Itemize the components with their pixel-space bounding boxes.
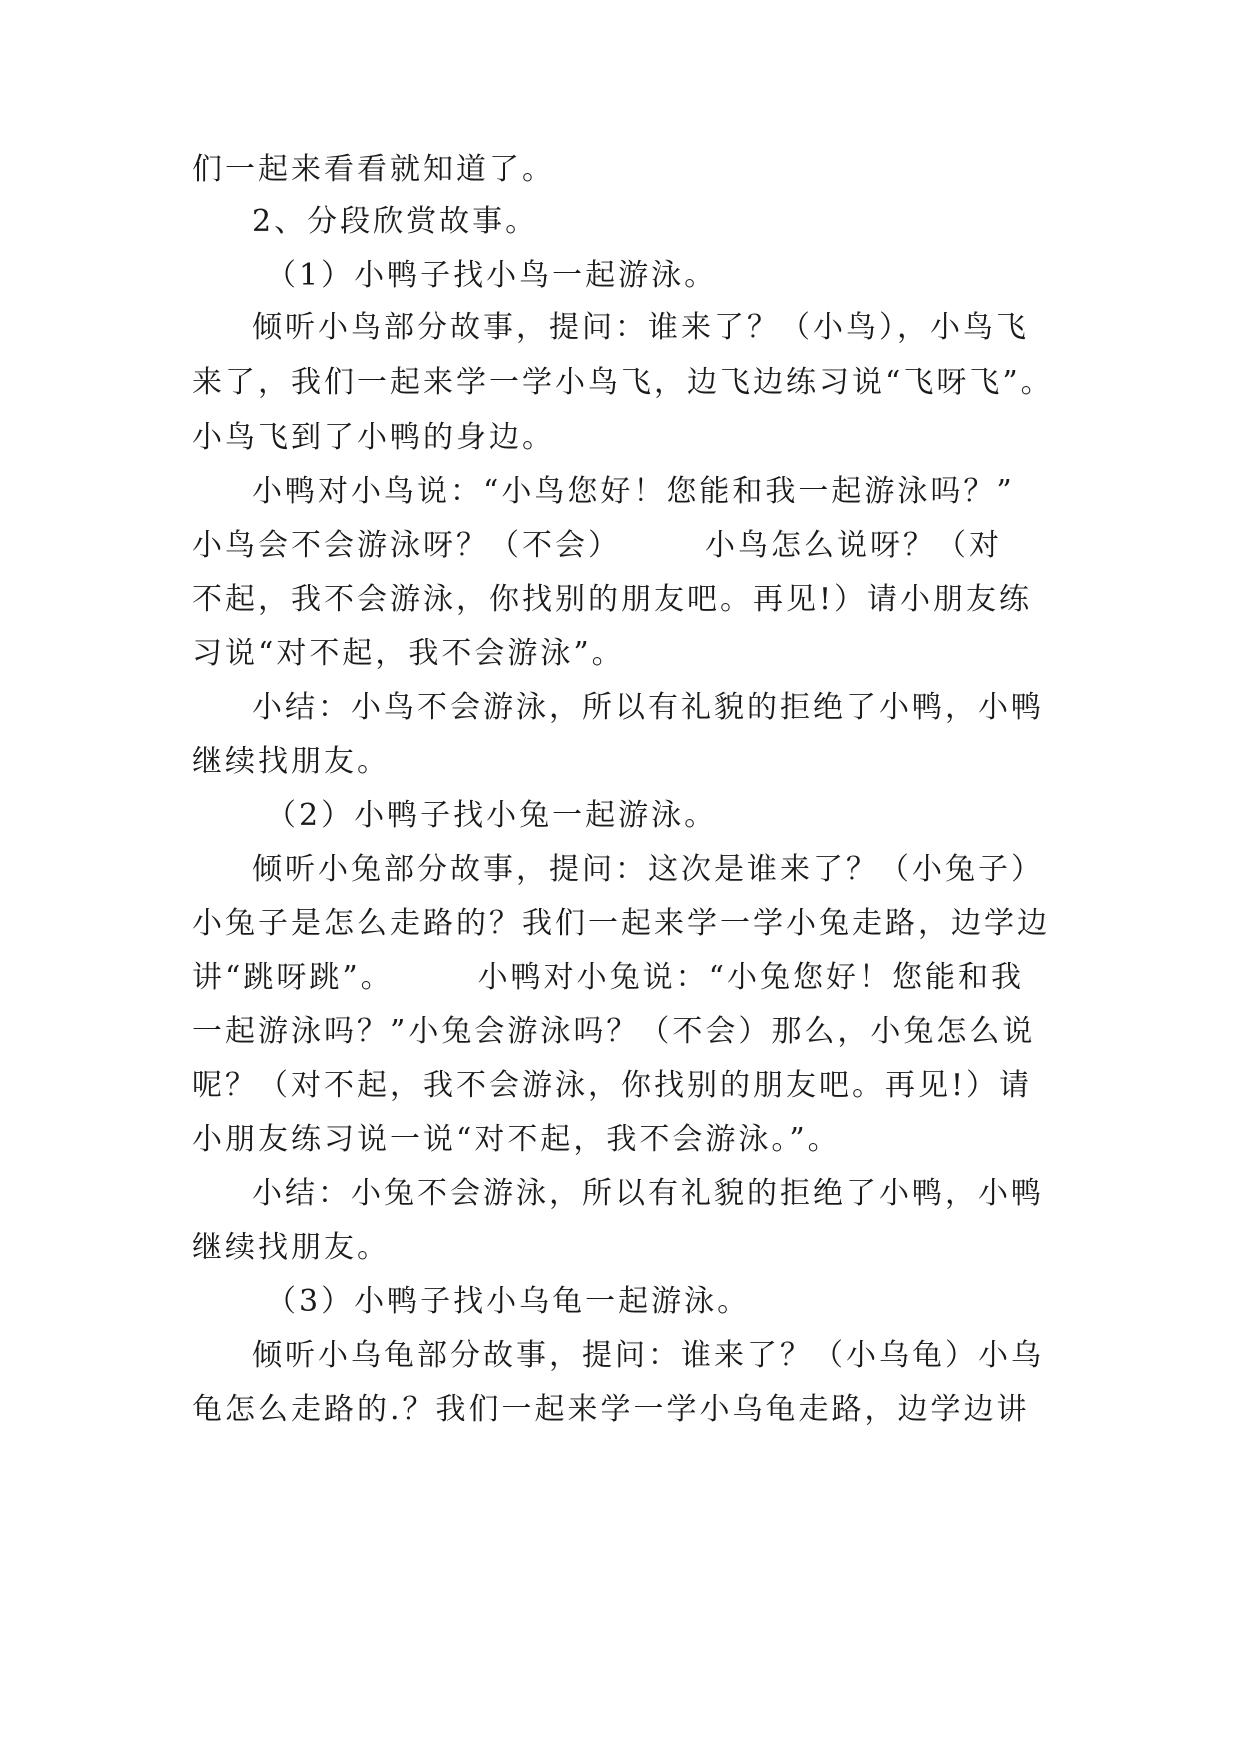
- text-line: 们一起来看看就知道了。: [192, 152, 555, 187]
- text-line: 小结：小兔不会游泳，所以有礼貌的拒绝了小鸭，小鸭: [252, 1176, 1044, 1211]
- text-line: 倾听小兔部分故事，提问：这次是谁来了？（小兔子）: [252, 852, 1044, 887]
- text-line: 小鸟飞到了小鸭的身边。: [192, 420, 555, 455]
- text-line: 小鸭对小鸟说：“小鸟您好！您能和我一起游泳吗？”: [252, 474, 1015, 509]
- text-line: 呢？（对不起，我不会游泳，你找别的朋友吧。再见!）请: [192, 1068, 1033, 1103]
- text-line: 倾听小乌龟部分故事，提问：谁来了？（小乌龟）小乌: [252, 1338, 1044, 1373]
- text-line: 继续找朋友。: [192, 744, 390, 779]
- text-line: 小兔子是怎么走路的？我们一起来学一学小兔走路，边学边: [192, 906, 1050, 941]
- text-line: 小鸟会不会游泳呀？（不会） 小鸟怎么说呀？（对: [192, 528, 1002, 563]
- section-heading: （1）小鸭子找小鸟一起游泳。: [266, 258, 718, 293]
- text-line: 习说“对不起，我不会游泳”。: [192, 636, 625, 671]
- text-line: 小朋友练习说一说“对不起，我不会游泳。”。: [192, 1122, 841, 1157]
- text-line: 来了，我们一起来学一学小鸟飞，边飞边练习说“飞呀飞”。: [192, 365, 1054, 400]
- text-line: 讲“跳呀跳”。 小鸭对小兔说：“小兔您好！您能和我: [192, 960, 1025, 995]
- text-line: 继续找朋友。: [192, 1230, 390, 1265]
- text-line: 小结：小鸟不会游泳，所以有礼貌的拒绝了小鸭，小鸭: [252, 690, 1044, 725]
- section-heading: （2）小鸭子找小兔一起游泳。: [266, 798, 718, 833]
- section-heading: （3）小鸭子找小乌龟一起游泳。: [266, 1284, 751, 1319]
- text-line: 不起，我不会游泳，你找别的朋友吧。再见!）请小朋友练: [192, 582, 1033, 617]
- text-line: 一起游泳吗？”小兔会游泳吗？（不会）那么，小兔怎么说: [192, 1014, 1036, 1049]
- text-line: 倾听小鸟部分故事，提问：谁来了？（小鸟），小鸟飞: [252, 310, 1029, 345]
- text-line: 2、分段欣赏故事。: [252, 204, 539, 239]
- text-line: 龟怎么走路的.？我们一起来学一学小乌龟走路，边学边讲: [192, 1392, 1030, 1427]
